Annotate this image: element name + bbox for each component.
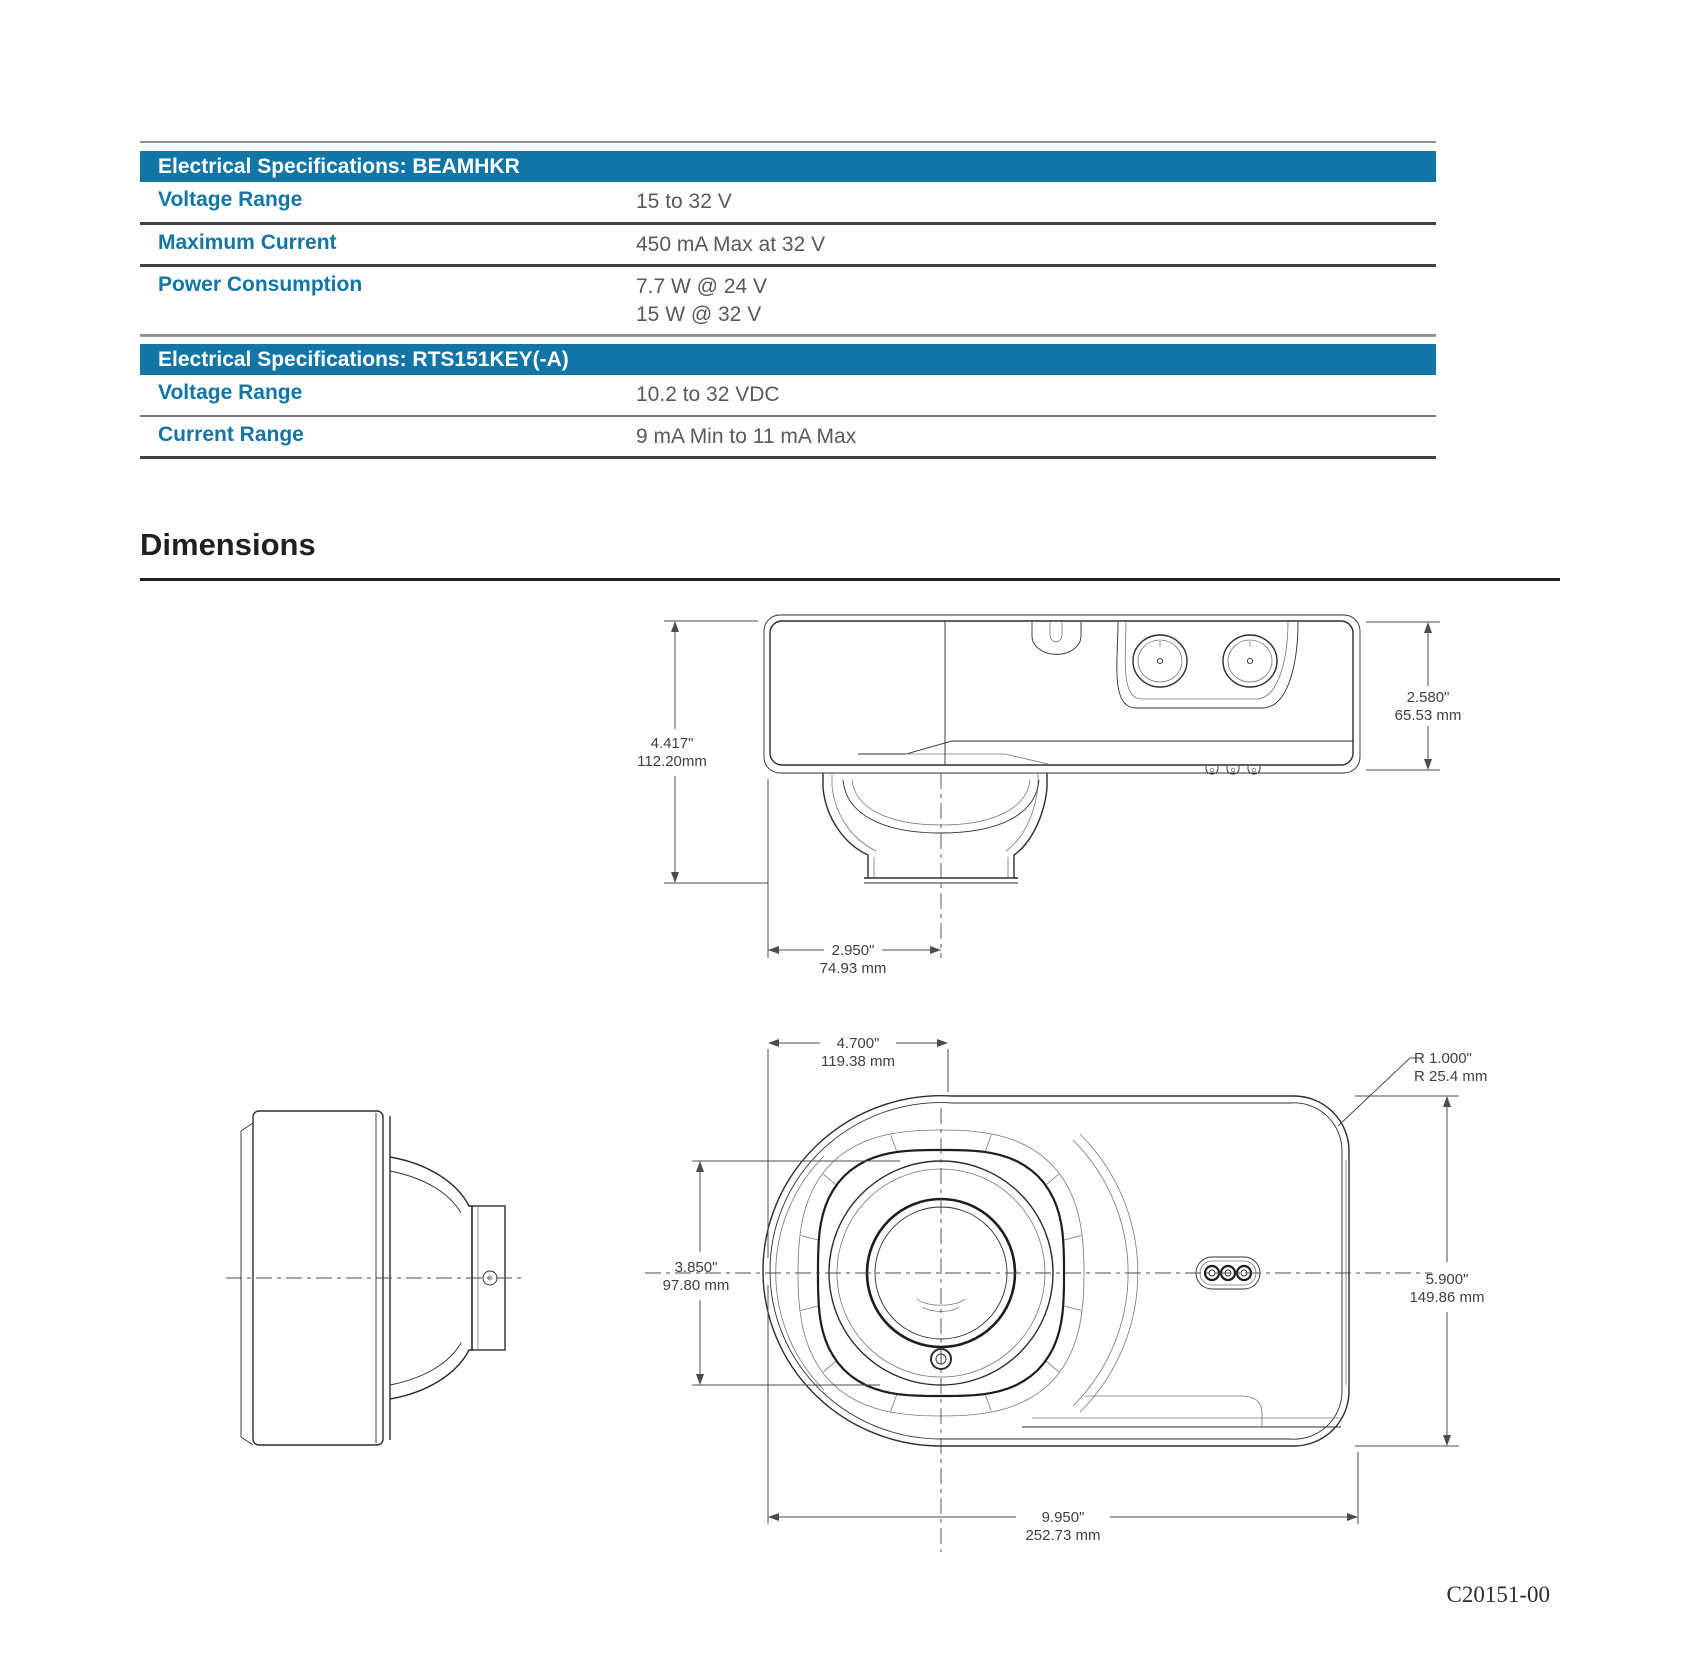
table-header: Electrical Specifications: BEAMHKR xyxy=(140,151,1436,182)
front-view-drawing xyxy=(620,1010,1560,1560)
row-value-line: 7.7 W @ 24 V xyxy=(636,275,768,299)
row-value: 10.2 to 32 VDC xyxy=(636,383,780,406)
spec-table-rts151key xyxy=(140,334,1436,459)
dim-front-radius-mm: R 25.4 mm xyxy=(1414,1068,1488,1085)
row-label: Maximum Current xyxy=(158,230,337,254)
table-row xyxy=(140,375,1436,417)
row-label: Power Consumption xyxy=(158,273,363,297)
table-row xyxy=(140,182,1436,225)
table-row xyxy=(140,417,1436,460)
dim-front-width-mm: 252.73 mm xyxy=(1025,1527,1101,1544)
dim-front-width-in: 9.950" xyxy=(1041,1509,1085,1526)
row-label: Voltage Range xyxy=(158,188,303,211)
section-title: Dimensions xyxy=(140,527,316,562)
row-value xyxy=(636,273,767,328)
table-top-rule xyxy=(140,334,1436,336)
dim-topview-height-mm: 65.53 mm xyxy=(1394,707,1462,724)
row-label: Voltage Range xyxy=(158,381,303,404)
spec-table-beamhkr xyxy=(140,141,1436,337)
dim-front-lenscenter-in: 4.700" xyxy=(836,1035,880,1052)
dim-topview-lens-in: 2.950" xyxy=(831,942,875,959)
dim-topview-lens-mm: 74.93 mm xyxy=(819,960,887,977)
dim-front-lensdia-mm: 97.80 mm xyxy=(662,1277,730,1294)
dim-front-height-in: 5.900" xyxy=(1425,1271,1469,1288)
dim-front-radius-in: R 1.000" xyxy=(1414,1050,1472,1067)
dim-topview-height-in: 2.580" xyxy=(1406,689,1450,706)
row-value: 450 mA Max at 32 V xyxy=(636,232,826,256)
row-value: 15 to 32 V xyxy=(636,190,732,213)
front-view-device xyxy=(645,1096,1432,1552)
row-value-line: 15 W @ 32 V xyxy=(636,303,762,327)
top-view-dimension-annotations xyxy=(637,621,1461,977)
dim-front-lensdia-in: 3.850" xyxy=(674,1259,718,1276)
front-view-dimension-annotations xyxy=(663,1035,1488,1544)
row-label: Current Range xyxy=(158,422,304,446)
dim-front-lenscenter-mm: 119.38 mm xyxy=(821,1053,895,1070)
side-view-drawing xyxy=(190,1040,560,1480)
side-view-device xyxy=(226,1111,526,1445)
dim-topview-depth-in: 4.417" xyxy=(650,735,694,752)
top-view-device xyxy=(764,615,1360,958)
table-row xyxy=(140,267,1436,336)
table-row xyxy=(140,225,1436,268)
table-header: Electrical Specifications: RTS151KEY(-A) xyxy=(140,344,1436,375)
row-value: 9 mA Min to 11 mA Max xyxy=(636,424,857,448)
table-top-rule xyxy=(140,141,1436,143)
dim-front-height-mm: 149.86 mm xyxy=(1409,1289,1485,1306)
top-view-drawing xyxy=(560,560,1500,990)
dim-topview-depth-mm: 112.20mm xyxy=(637,753,707,770)
document-number: C20151-00 xyxy=(1446,1582,1550,1607)
